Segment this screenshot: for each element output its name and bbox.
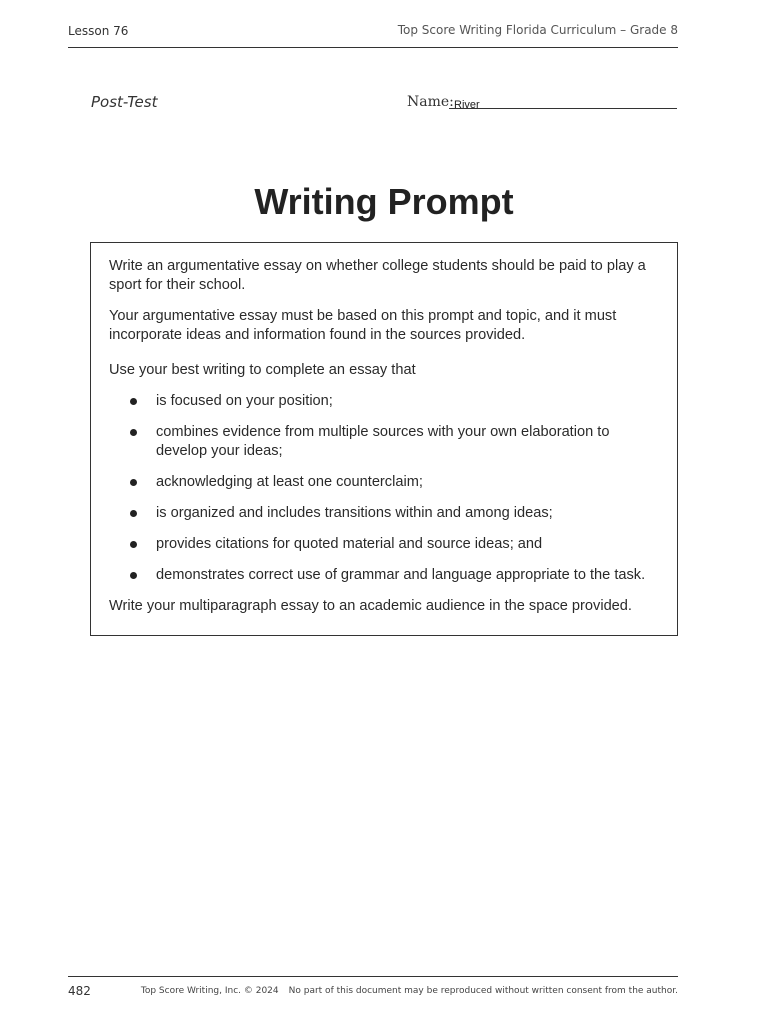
criteria-text: is organized and includes transitions within and among ideas; [156, 505, 553, 521]
criteria-list [109, 392, 659, 585]
bullet-icon [130, 572, 137, 579]
page-number: 482 [68, 984, 91, 998]
bullet-icon [130, 429, 137, 436]
copyright-notice [141, 986, 678, 996]
lesson-label: Lesson 76 [68, 24, 129, 38]
name-label: Name: [407, 94, 454, 110]
criteria-text: combines evidence from multiple sources with your own elaboration to develop your ideas; [156, 424, 610, 459]
bullet-icon [130, 541, 137, 548]
criteria-item [109, 504, 659, 523]
name-underline [449, 108, 677, 109]
page-title: Writing Prompt [254, 181, 514, 222]
criteria-item [109, 473, 659, 492]
prompt-requirement: Your argumentative essay must be based on this prompt and topic, and it must incorporate ideas and information found in the sources provided. [109, 308, 617, 343]
criteria-item [109, 392, 659, 411]
bullet-icon [130, 398, 137, 405]
criteria-text: acknowledging at least one counterclaim; [156, 474, 423, 490]
copyright-text: Top Score Writing, Inc. © 2024 [140, 986, 279, 996]
page-footer [68, 976, 678, 1007]
criteria-text: demonstrates correct use of grammar and language appropriate to the task. [156, 567, 646, 583]
criteria-item [109, 566, 659, 585]
criteria-text: provides citations for quoted material and source ideas; and [156, 536, 543, 552]
prompt-closing: Write your multiparagraph essay to an academic audience in the space provided. [109, 598, 632, 614]
reproduction-notice: No part of this document may be reproduced without written consent from the author. [288, 986, 678, 996]
name-value[interactable]: River [454, 99, 480, 111]
criteria-text: is focused on your position; [156, 393, 333, 409]
bullet-icon [130, 479, 137, 486]
curriculum-title: Top Score Writing Florida Curriculum – Grade 8 [397, 23, 678, 37]
criteria-item [109, 423, 659, 461]
name-field[interactable] [407, 94, 677, 110]
page-header [68, 22, 678, 48]
bullet-icon [130, 510, 137, 517]
prompt-intro: Write an argumentative essay on whether college students should be paid to play a sport for their school. [109, 258, 646, 293]
prompt-list-lead: Use your best writing to complete an essay that [109, 362, 416, 378]
criteria-item [109, 535, 659, 554]
post-test-label: Post-Test [91, 93, 158, 111]
writing-prompt-box [90, 242, 678, 636]
